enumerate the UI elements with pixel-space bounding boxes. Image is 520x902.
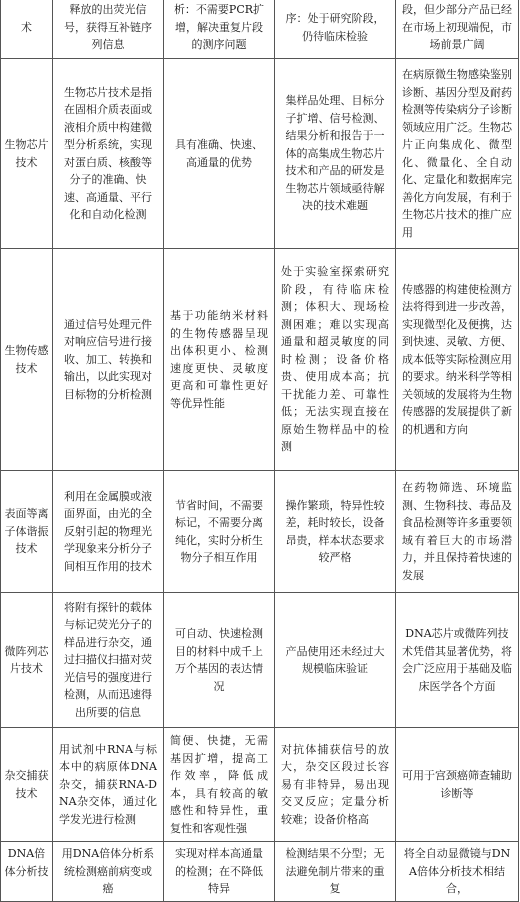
- principle-cell: 用试剂中RNA与标本中的病原体DNA杂交，捕获RNA-DNA杂交体，通过化学发光进行检测: [53, 728, 164, 842]
- table-row: [1, 0, 519, 59]
- table-row: [1, 593, 519, 728]
- table-row: [1, 728, 519, 842]
- principle-cell: 通过信号处理元件对响应信号进行接收、加工、转换和输出，以此实现对目标物的分析检测: [53, 249, 164, 471]
- advantage-cell: 简便、快捷，无需基因扩增，提高工作效率，降低成本，具有较高的敏感性和特异性，重复性和客观性强: [164, 728, 275, 842]
- principle-cell: 用DNA倍体分析系统检测癌前病变或癌: [53, 842, 164, 902]
- prospect-cell: 在病原微生物感染鉴别诊断、基因分型及耐药检测等传染病分子诊断领域应用广泛。生物芯片正向集成化、微型化、微量化、全自动化、定量化和数据库完善化方向发展，有利于生物芯片技术的推广应用: [396, 59, 519, 249]
- disadvantage-cell: 检测结果不分型；无法避免制片带来的重复: [275, 842, 396, 902]
- table-row: [1, 59, 519, 249]
- technology-name-cell: 生物传感技术: [1, 249, 53, 471]
- technology-name-cell: DNA倍体分析技: [1, 842, 53, 902]
- disadvantage-cell: 集样品处理、目标分子扩增、信号检测、结果分析和报告于一体的高集成生物芯片技术和产品的研发是生物芯片领域亟待解决的技术难题: [275, 59, 396, 249]
- prospect-cell: 传感器的构建使检测方法将得到进一步改善，实现微型化及便携，达到快速、灵敏、方便、成本低等实际检测应用的要求。纳米科学等相关领域的发展将为生物传感器的发展提供了新的机遇和方向: [396, 249, 519, 471]
- technology-name-cell: 微阵列芯片技术: [1, 593, 53, 728]
- table-row: [1, 842, 519, 902]
- disadvantage-cell: 处于实验室探索研究阶段，有待临床检测；体积大、现场检测困难；难以实现高通量和超灵敏度的同时检测；设备价格贵、使用成本高；抗干扰能力差、可靠性低；无法实现直接在原始生物样品中的检测: [275, 249, 396, 471]
- disadvantage-cell: 操作繁琐，特异性较差，耗时较长，设备昂贵，样本状态要求较严格: [275, 471, 396, 593]
- table-row: [1, 471, 519, 593]
- prospect-cell: 将全自动显微镜与DNA倍体分析技术相结合，: [396, 842, 519, 902]
- advantage-cell: 析：不需要PCR扩增，解决重复片段的测序问题: [164, 0, 275, 59]
- principle-cell: 将附有探针的载体与标记荧光分子的样品进行杂交，通过扫描仪扫描对荧光信号的强度进行检测，从而迅速得出所要的信息: [53, 593, 164, 728]
- principle-cell: 生物芯片技术是指在固相介质表面或液相介质中构建微型分析系统，实现对蛋白质、核酸等分子的准确、快速、高通量、平行化和自动化检测: [53, 59, 164, 249]
- technology-name-cell: 杂交捕获技术: [1, 728, 53, 842]
- prospect-cell: 在药物筛选、环境监测、生物科技、毒品及食品检测等许多重要领域有着巨大的市场潜力，并且保持着快速的发展: [396, 471, 519, 593]
- advantage-cell: 实现对样本高通量的检测；在不降低特异: [164, 842, 275, 902]
- prospect-cell: 可用于宫颈癌筛查辅助诊断等: [396, 728, 519, 842]
- principle-cell: 释放的出荧光信号，获得互补链序列信息: [53, 0, 164, 59]
- disadvantage-cell: 对抗体捕获信号的放大，杂交区段过长容易有非特异，易出现交叉反应；定量分析较难；设备价格高: [275, 728, 396, 842]
- advantage-cell: 可自动、快速检测目的材料中成千上万个基因的表达情况: [164, 593, 275, 728]
- table-row: [1, 249, 519, 471]
- disadvantage-cell: 产品使用还未经过大规模临床验证: [275, 593, 396, 728]
- technology-name-cell: 生物芯片技术: [1, 59, 53, 249]
- technology-name-cell: 术: [1, 0, 53, 59]
- principle-cell: 利用在金属膜或液面界面，由光的全反射引起的物理光学现象来分析分子间相互作用的技术: [53, 471, 164, 593]
- prospect-cell: DNA芯片或微阵列技术凭借其显著优势，将会广泛应用于基础及临床医学各个方面: [396, 593, 519, 728]
- advantage-cell: 基于功能纳米材料的生物传感器呈现出体积更小、检测速度更快、灵敏度更高和可靠性更好等优异性能: [164, 249, 275, 471]
- advantage-cell: 具有准确、快速、高通量的优势: [164, 59, 275, 249]
- technology-name-cell: 表面等离子体谐振技术: [1, 471, 53, 593]
- advantage-cell: 节省时间，不需要标记，不需要分离纯化，实时分析生物分子相互作用: [164, 471, 275, 593]
- disadvantage-cell: 序：处于研究阶段，仍待临床检验: [275, 0, 396, 59]
- prospect-cell: 段，但少部分产品已经在市场上初现端倪，市场前景广阔: [396, 0, 519, 59]
